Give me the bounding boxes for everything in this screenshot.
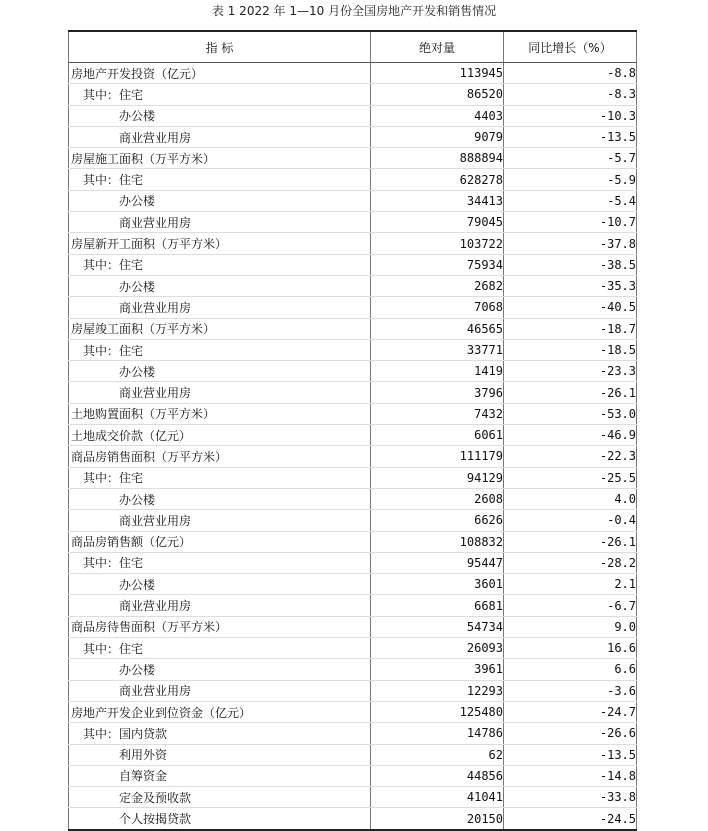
row-label: 商业营业用房 (69, 510, 371, 531)
row-absolute-value: 6061 (371, 425, 504, 446)
table-row (69, 744, 637, 765)
row-yoy-growth: -5.4 (504, 190, 637, 211)
row-yoy-growth: 16.6 (504, 638, 637, 659)
row-absolute-value: 3601 (371, 574, 504, 595)
row-label: 房屋竣工面积（万平方米） (69, 318, 371, 339)
row-label: 房屋新开工面积（万平方米） (69, 233, 371, 254)
table-row (69, 318, 637, 339)
table-row (69, 297, 637, 318)
row-absolute-value: 1419 (371, 361, 504, 382)
row-yoy-growth: -8.3 (504, 84, 637, 105)
row-label: 房地产开发投资（亿元） (69, 63, 371, 84)
table-row (69, 382, 637, 403)
row-label: 办公楼 (69, 361, 371, 382)
row-label: 自筹资金 (69, 765, 371, 786)
table-row (69, 126, 637, 147)
row-yoy-growth: -18.7 (504, 318, 637, 339)
header-indicator: 指 标 (69, 31, 371, 63)
row-yoy-growth: -33.8 (504, 787, 637, 808)
row-absolute-value: 3961 (371, 659, 504, 680)
data-table (68, 30, 637, 831)
row-label: 房屋施工面积（万平方米） (69, 148, 371, 169)
row-absolute-value: 86520 (371, 84, 504, 105)
table-row (69, 638, 637, 659)
row-label: 其中：住宅 (69, 552, 371, 573)
row-yoy-growth: 2.1 (504, 574, 637, 595)
row-yoy-growth: -25.5 (504, 467, 637, 488)
row-absolute-value: 54734 (371, 616, 504, 637)
table-row (69, 403, 637, 424)
row-absolute-value: 79045 (371, 212, 504, 233)
row-yoy-growth: -26.1 (504, 382, 637, 403)
row-absolute-value: 125480 (371, 701, 504, 722)
row-absolute-value: 108832 (371, 531, 504, 552)
table-row (69, 595, 637, 616)
row-absolute-value: 41041 (371, 787, 504, 808)
table-row (69, 765, 637, 786)
row-yoy-growth: -18.5 (504, 339, 637, 360)
table-row (69, 84, 637, 105)
row-yoy-growth: -46.9 (504, 425, 637, 446)
row-label: 商品房销售面积（万平方米） (69, 446, 371, 467)
table-row (69, 212, 637, 233)
table-row (69, 701, 637, 722)
table-row (69, 148, 637, 169)
row-absolute-value: 103722 (371, 233, 504, 254)
row-label: 定金及预收款 (69, 787, 371, 808)
table-row (69, 531, 637, 552)
row-label: 其中：住宅 (69, 638, 371, 659)
table-row (69, 808, 637, 830)
row-absolute-value: 2608 (371, 488, 504, 509)
table-row (69, 233, 637, 254)
row-absolute-value: 4403 (371, 105, 504, 126)
table-row (69, 169, 637, 190)
row-absolute-value: 628278 (371, 169, 504, 190)
row-label: 商业营业用房 (69, 595, 371, 616)
row-label: 其中：住宅 (69, 169, 371, 190)
row-label: 办公楼 (69, 574, 371, 595)
row-absolute-value: 113945 (371, 63, 504, 84)
row-absolute-value: 12293 (371, 680, 504, 701)
row-absolute-value: 9079 (371, 126, 504, 147)
row-yoy-growth: -14.8 (504, 765, 637, 786)
table-row (69, 787, 637, 808)
row-absolute-value: 7068 (371, 297, 504, 318)
row-label: 办公楼 (69, 275, 371, 296)
row-label: 办公楼 (69, 190, 371, 211)
row-absolute-value: 111179 (371, 446, 504, 467)
row-label: 商业营业用房 (69, 382, 371, 403)
row-absolute-value: 26093 (371, 638, 504, 659)
row-yoy-growth: -26.6 (504, 723, 637, 744)
row-label: 其中：国内贷款 (69, 723, 371, 744)
row-yoy-growth: 6.6 (504, 659, 637, 680)
row-label: 利用外资 (69, 744, 371, 765)
row-yoy-growth: -13.5 (504, 744, 637, 765)
row-yoy-growth: -23.3 (504, 361, 637, 382)
row-yoy-growth: -0.4 (504, 510, 637, 531)
table-row (69, 361, 637, 382)
table-body (69, 63, 637, 830)
row-yoy-growth: -6.7 (504, 595, 637, 616)
row-yoy-growth: -10.3 (504, 105, 637, 126)
row-yoy-growth: -35.3 (504, 275, 637, 296)
row-absolute-value: 62 (371, 744, 504, 765)
row-label: 办公楼 (69, 488, 371, 509)
row-absolute-value: 44856 (371, 765, 504, 786)
row-absolute-value: 75934 (371, 254, 504, 275)
row-label: 其中：住宅 (69, 467, 371, 488)
row-yoy-growth: -8.8 (504, 63, 637, 84)
row-yoy-growth: 9.0 (504, 616, 637, 637)
table-row (69, 190, 637, 211)
row-yoy-growth: -53.0 (504, 403, 637, 424)
table-row (69, 275, 637, 296)
table-row (69, 723, 637, 744)
row-yoy-growth: -22.3 (504, 446, 637, 467)
row-yoy-growth: -26.1 (504, 531, 637, 552)
row-yoy-growth: -28.2 (504, 552, 637, 573)
row-label: 土地购置面积（万平方米） (69, 403, 371, 424)
row-yoy-growth: -5.9 (504, 169, 637, 190)
header-yoy: 同比增长（%） (504, 31, 637, 63)
row-yoy-growth: -24.7 (504, 701, 637, 722)
table-row (69, 254, 637, 275)
row-label: 个人按揭贷款 (69, 808, 371, 830)
row-absolute-value: 6626 (371, 510, 504, 531)
header-absolute: 绝对量 (371, 31, 504, 63)
row-absolute-value: 94129 (371, 467, 504, 488)
row-label: 商品房待售面积（万平方米） (69, 616, 371, 637)
table-row (69, 659, 637, 680)
row-yoy-growth: -40.5 (504, 297, 637, 318)
row-yoy-growth: -38.5 (504, 254, 637, 275)
row-yoy-growth: 4.0 (504, 488, 637, 509)
row-yoy-growth: -10.7 (504, 212, 637, 233)
row-absolute-value: 7432 (371, 403, 504, 424)
table-row (69, 425, 637, 446)
row-label: 商品房销售额（亿元） (69, 531, 371, 552)
table-row (69, 616, 637, 637)
table-row (69, 339, 637, 360)
row-label: 商业营业用房 (69, 297, 371, 318)
row-label: 办公楼 (69, 659, 371, 680)
row-absolute-value: 6681 (371, 595, 504, 616)
table-row (69, 63, 637, 84)
row-label: 其中：住宅 (69, 84, 371, 105)
row-yoy-growth: -37.8 (504, 233, 637, 254)
row-absolute-value: 46565 (371, 318, 504, 339)
row-absolute-value: 33771 (371, 339, 504, 360)
row-label: 其中：住宅 (69, 339, 371, 360)
table-row (69, 552, 637, 573)
row-absolute-value: 14786 (371, 723, 504, 744)
row-absolute-value: 3796 (371, 382, 504, 403)
header-row (69, 31, 637, 63)
table-row (69, 105, 637, 126)
row-yoy-growth: -5.7 (504, 148, 637, 169)
row-absolute-value: 95447 (371, 552, 504, 573)
row-label: 商业营业用房 (69, 212, 371, 233)
row-yoy-growth: -24.5 (504, 808, 637, 830)
row-label: 其中：住宅 (69, 254, 371, 275)
table-row (69, 680, 637, 701)
row-label: 土地成交价款（亿元） (69, 425, 371, 446)
row-label: 商业营业用房 (69, 680, 371, 701)
table-row (69, 446, 637, 467)
row-label: 商业营业用房 (69, 126, 371, 147)
table-row (69, 488, 637, 509)
row-label: 办公楼 (69, 105, 371, 126)
row-yoy-growth: -13.5 (504, 126, 637, 147)
row-label: 房地产开发企业到位资金（亿元） (69, 701, 371, 722)
row-absolute-value: 888894 (371, 148, 504, 169)
row-absolute-value: 20150 (371, 808, 504, 830)
table-row (69, 574, 637, 595)
row-absolute-value: 2682 (371, 275, 504, 296)
table-row (69, 467, 637, 488)
row-yoy-growth: -3.6 (504, 680, 637, 701)
table-row (69, 510, 637, 531)
row-absolute-value: 34413 (371, 190, 504, 211)
table-title: 表 1 2022 年 1—10 月份全国房地产开发和销售情况 (211, 4, 497, 18)
